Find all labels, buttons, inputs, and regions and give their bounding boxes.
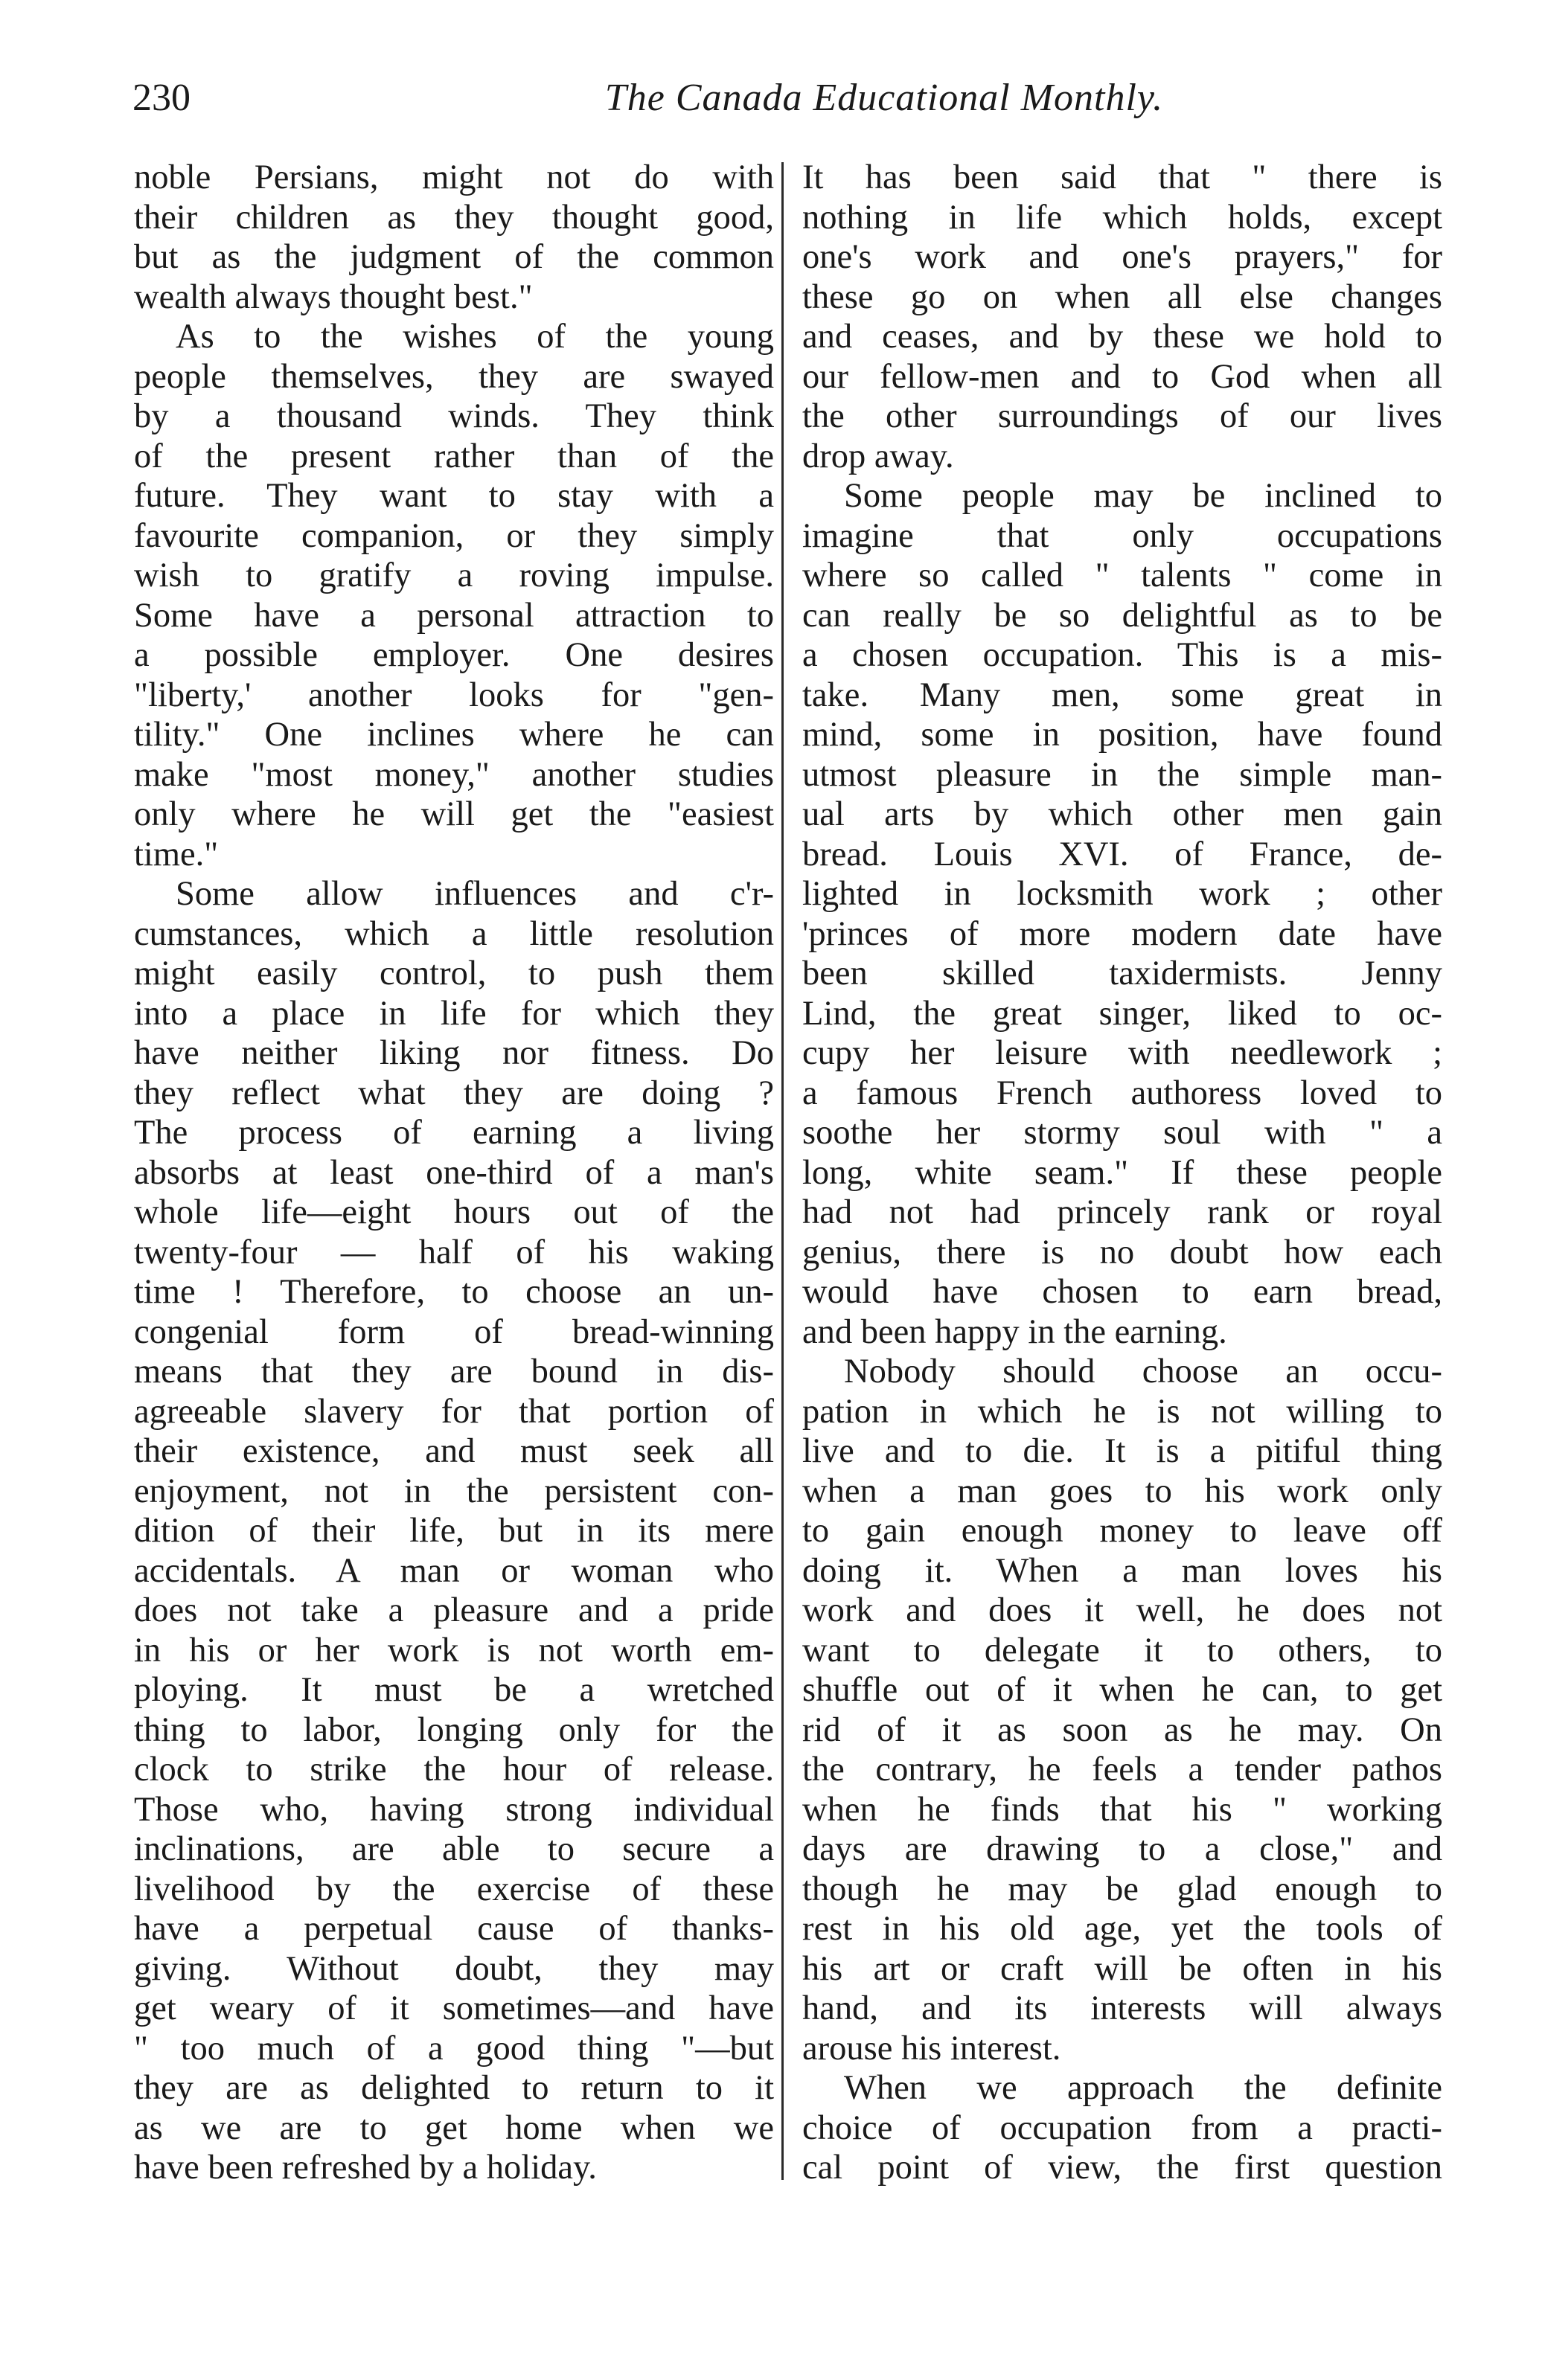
text-line: enjoyment, not in the persistent con-: [134, 1472, 774, 1510]
text-line: been skilled taxidermists. Jenny: [802, 955, 1442, 992]
text-line: does not take a pleasure and a pride: [134, 1591, 774, 1629]
text-line: ual arts by which other men gain: [802, 795, 1442, 833]
text-line: congenial form of bread-winning: [134, 1312, 774, 1351]
text-line: absorbs at least one-third of a man's: [134, 1153, 774, 1192]
text-line: pation in which he is not willing to: [802, 1392, 1442, 1431]
text-line: shuffle out of it when he can, to get: [802, 1671, 1442, 1709]
text-line: make "most money," another studies: [134, 755, 774, 794]
text-line: livelihood by the exercise of these: [134, 1870, 774, 1908]
text-line: imagine that only occupations: [802, 516, 1442, 555]
text-line: bread. Louis XVI. of France, de-: [802, 835, 1442, 873]
text-line: hand, and its interests will always: [802, 1989, 1442, 2027]
text-line: and ceases, and by these we hold to: [802, 318, 1442, 356]
text-line: people themselves, they are swayed: [134, 357, 774, 396]
text-line: our fellow-men and to God when all: [802, 357, 1442, 396]
text-line: Some people may be inclined to: [844, 477, 1442, 515]
text-line: wealth always thought best.": [134, 278, 533, 316]
text-line: choice of occupation from a practi-: [802, 2108, 1442, 2147]
right-text-column: [802, 158, 1442, 2188]
text-line: tility." One inclines where he can: [134, 716, 774, 754]
text-line: clock to strike the hour of release.: [134, 1751, 774, 1789]
text-line: noble Persians, might not do with: [134, 158, 774, 196]
text-line: their children as they thought good,: [134, 198, 774, 237]
text-line: giving. Without doubt, they may: [134, 1949, 774, 1988]
text-line: time.": [134, 835, 219, 873]
text-line: the other surroundings of our lives: [802, 397, 1442, 435]
text-line: his art or craft will be often in his: [802, 1949, 1442, 1988]
text-line: have a perpetual cause of thanks-: [134, 1910, 774, 1948]
text-line: want to delegate it to others, to: [802, 1631, 1442, 1669]
text-line: inclinations, are able to secure a: [134, 1830, 774, 1868]
text-line: When we approach the definite: [844, 2069, 1442, 2107]
text-line: a famous French authoress loved to: [802, 1074, 1442, 1112]
text-line: " too much of a good thing "—but: [134, 2029, 774, 2068]
text-line: Some have a personal attraction to: [134, 596, 774, 635]
text-line: wish to gratify a roving impulse.: [134, 556, 774, 594]
text-line: might easily control, to push them: [134, 955, 774, 992]
text-line: have neither liking nor fitness. Do: [134, 1034, 774, 1072]
text-line: by a thousand winds. They think: [134, 397, 774, 435]
left-text-column: [134, 158, 774, 2188]
text-line: whole life—eight hours out of the: [134, 1193, 774, 1231]
text-line: a chosen occupation. This is a mis-: [802, 636, 1442, 674]
text-line: the contrary, he feels a tender pathos: [802, 1751, 1442, 1789]
text-line: rid of it as soon as he may. On: [802, 1710, 1442, 1749]
text-line: in his or her work is not worth em-: [134, 1631, 774, 1669]
text-line: would have chosen to earn bread,: [802, 1273, 1442, 1311]
text-line: one's work and one's prayers," for: [802, 238, 1442, 276]
text-line: accidentals. A man or woman who: [134, 1551, 774, 1590]
text-line: but as the judgment of the common: [134, 238, 774, 276]
text-line: rest in his old age, yet the tools of: [802, 1910, 1442, 1948]
text-line: genius, there is no doubt how each: [802, 1233, 1442, 1271]
page-header: [132, 68, 1450, 128]
text-line: doing it. When a man loves his: [802, 1551, 1442, 1590]
text-line: mind, some in position, have found: [802, 716, 1442, 754]
text-line: live and to die. It is a pitiful thing: [802, 1432, 1442, 1470]
text-line: favourite companion, or they simply: [134, 516, 774, 555]
text-line: when he finds that his " working: [802, 1790, 1442, 1829]
text-line: these go on when all else changes: [802, 278, 1442, 316]
text-line: Nobody should choose an occu-: [844, 1353, 1442, 1391]
text-line: lighted in locksmith work ; other: [802, 875, 1442, 913]
text-line: It has been said that " there is: [802, 158, 1442, 196]
text-line: As to the wishes of the young: [176, 318, 774, 356]
text-line: drop away.: [802, 437, 954, 475]
text-line: "liberty,' another looks for "gen-: [134, 676, 774, 714]
text-line: can really be so delightful as to be: [802, 596, 1442, 635]
text-line: only where he will get the "easiest: [134, 795, 774, 833]
text-line: days are drawing to a close," and: [802, 1830, 1442, 1868]
text-line: means that they are bound in dis-: [134, 1353, 774, 1391]
text-line: when a man goes to his work only: [802, 1472, 1442, 1510]
text-line: utmost pleasure in the simple man-: [802, 755, 1442, 794]
text-line: Some allow influences and c'r-: [176, 875, 774, 913]
text-line: long, white seam." If these people: [802, 1153, 1442, 1192]
text-line: 'princes of more modern date have: [802, 914, 1442, 953]
text-line: get weary of it sometimes—and have: [134, 1989, 774, 2027]
text-line: agreeable slavery for that portion of: [134, 1392, 774, 1431]
text-line: of the present rather than of the: [134, 437, 774, 475]
text-line: future. They want to stay with a: [134, 477, 774, 515]
text-line: cal point of view, the first question: [802, 2149, 1442, 2187]
text-line: as we are to get home when we: [134, 2108, 774, 2147]
text-line: work and does it well, he does not: [802, 1591, 1442, 1629]
text-line: take. Many men, some great in: [802, 676, 1442, 714]
text-line: into a place in life for which they: [134, 994, 774, 1033]
text-line: Lind, the great singer, liked to oc-: [802, 994, 1442, 1033]
text-line: dition of their life, but in its mere: [134, 1512, 774, 1550]
text-line: they reflect what they are doing ?: [134, 1074, 774, 1112]
text-line: twenty-four — half of his waking: [134, 1233, 774, 1271]
text-line: their existence, and must seek all: [134, 1432, 774, 1470]
page-number: 230: [132, 77, 191, 119]
text-line: cupy her leisure with needlework ;: [802, 1034, 1442, 1072]
text-line: had not had princely rank or royal: [802, 1193, 1442, 1231]
text-line: a possible employer. One desires: [134, 636, 774, 674]
text-line: cumstances, which a little resolution: [134, 914, 774, 953]
text-line: they are as delighted to return to it: [134, 2069, 774, 2107]
text-line: to gain enough money to leave off: [802, 1512, 1442, 1550]
column-divider: [781, 162, 784, 2180]
text-line: thing to labor, longing only for the: [134, 1710, 774, 1749]
text-line: arouse his interest.: [802, 2029, 1061, 2068]
text-line: The process of earning a living: [134, 1114, 774, 1152]
text-line: have been refreshed by a holiday.: [134, 2149, 597, 2187]
text-line: Those who, having strong individual: [134, 1790, 774, 1829]
text-line: ploying. It must be a wretched: [134, 1671, 774, 1709]
text-line: time ! Therefore, to choose an un-: [134, 1273, 774, 1311]
running-title: The Canada Educational Monthly.: [604, 77, 1164, 119]
text-line: soothe her stormy soul with " a: [802, 1114, 1442, 1152]
text-line: though he may be glad enough to: [802, 1870, 1442, 1908]
text-line: where so called " talents " come in: [802, 556, 1442, 594]
text-line: nothing in life which holds, except: [802, 198, 1442, 237]
text-line: and been happy in the earning.: [802, 1312, 1227, 1351]
